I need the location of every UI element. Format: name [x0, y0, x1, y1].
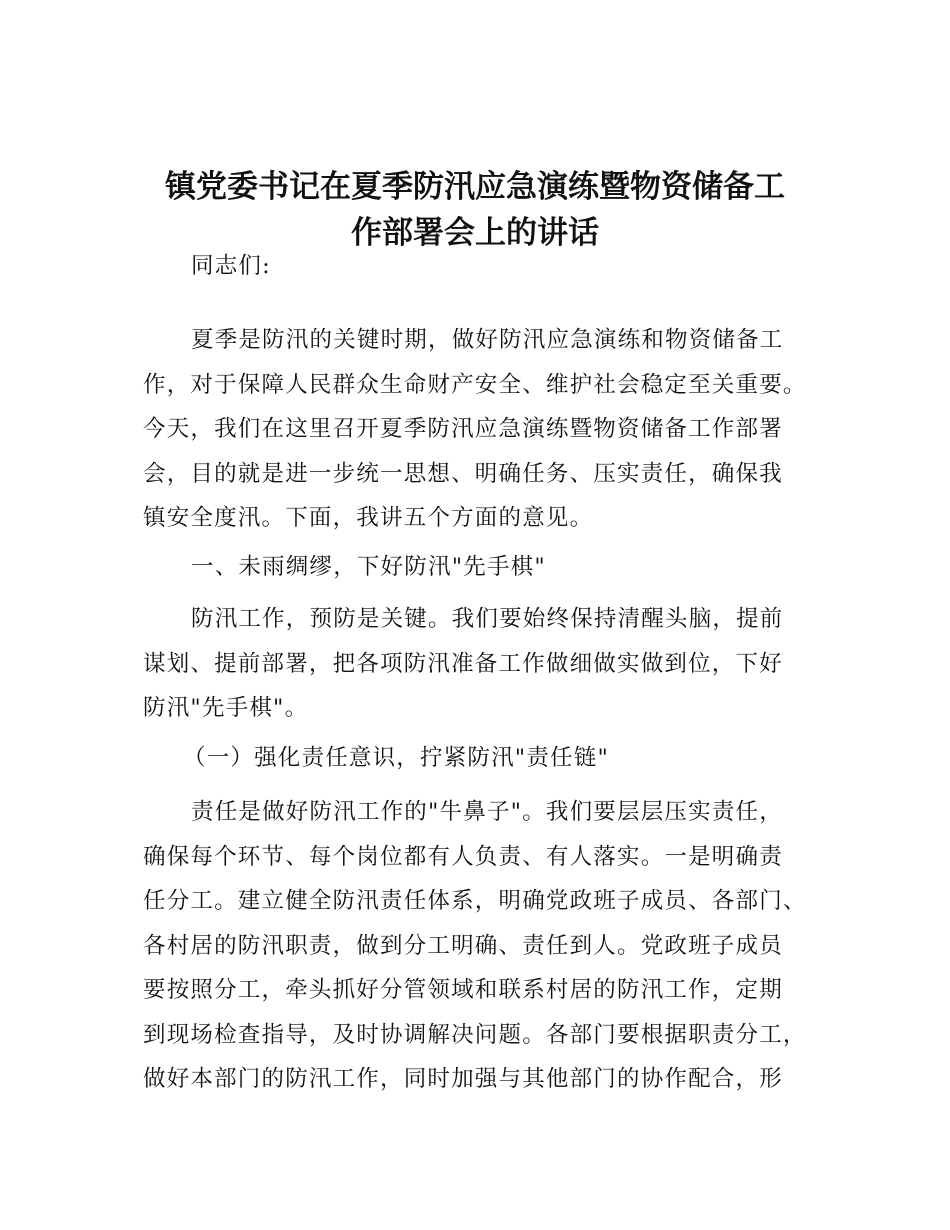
paragraph-line: 确保每个环节、每个岗位都有人负责、有人落实。一是明确责 — [143, 843, 783, 870]
paragraph-subsection-1 — [143, 790, 823, 1102]
paragraph-line: 做好本部门的防汛工作，同时加强与其他部门的协作配合，形 — [143, 1066, 783, 1092]
paragraph-line: 各村居的防汛职责，做到分工明确、责任到人。党政班子成员 — [143, 932, 783, 959]
section-heading-1 — [143, 545, 823, 590]
paragraph-line: 要按照分工，牵头抓好分管领域和联系村居的防汛工作，定期 — [143, 977, 783, 1003]
salutation — [143, 244, 823, 289]
paragraph-intro — [143, 318, 823, 541]
paragraph-line: 任分工。建立健全防汛责任体系，明确党政班子成员、各部门、 — [143, 888, 807, 914]
salutation-text: 同志们: — [191, 253, 271, 279]
paragraph-section-1 — [143, 597, 823, 731]
paragraph-line: 作，对于保障人民群众生命财产安全、维护社会稳定至关重要。 — [143, 371, 807, 398]
paragraph-line: 夏季是防汛的关键时期，做好防汛应急演练和物资储备工 — [191, 327, 784, 353]
heading-line: 一、未雨绸缪，下好防汛"先手棋" — [191, 554, 546, 580]
document-title-line-1: 镇党委书记在夏季防汛应急演练暨物资储备工 — [165, 169, 785, 205]
paragraph-line: 今天，我们在这里召开夏季防汛应急演练暨物资储备工作部署 — [143, 416, 783, 442]
heading-line: （一）强化责任意识，拧紧防汛"责任链" — [183, 745, 609, 771]
paragraph-line: 防汛"先手棋"。 — [143, 695, 309, 721]
paragraph-line: 谋划、提前部署，把各项防汛准备工作做细做实做到位，下好 — [143, 650, 783, 677]
paragraph-line: 到现场检查指导，及时协调解决问题。各部门要根据职责分工， — [143, 1021, 807, 1048]
document-title-line-2: 作部署会上的讲话 — [351, 215, 599, 251]
paragraph-line: 镇安全度汛。下面，我讲五个方面的意见。 — [143, 505, 594, 531]
paragraph-line: 会，目的就是进一步统一思想、明确任务、压实责任，确保我 — [143, 460, 783, 487]
paragraph-line: 责任是做好防汛工作的"牛鼻子"。我们要层层压实责任， — [191, 799, 783, 825]
paragraph-line: 防汛工作，预防是关键。我们要始终保持清醒头脑，提前 — [191, 606, 784, 632]
subsection-heading-1 — [143, 736, 823, 781]
